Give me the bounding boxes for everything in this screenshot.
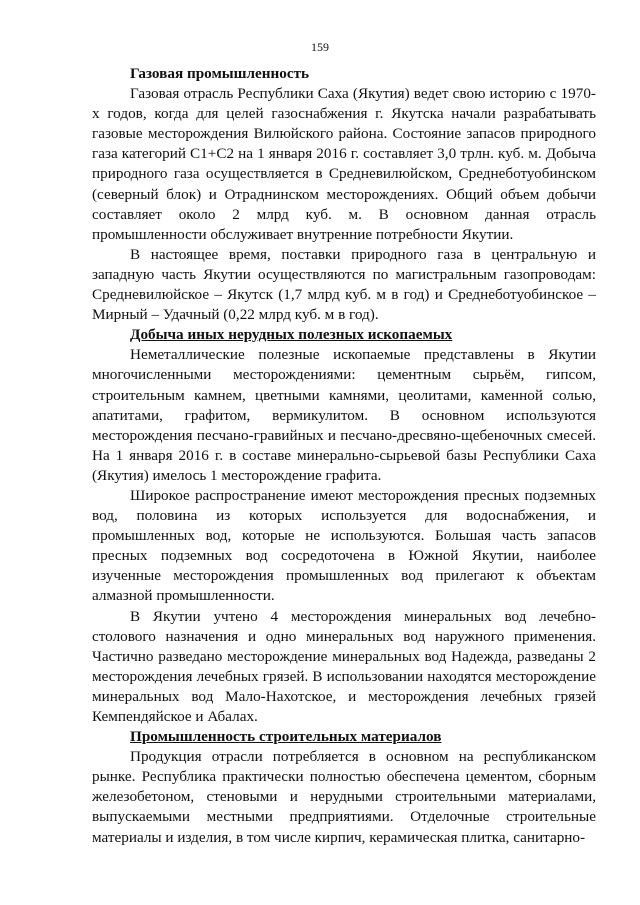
page-number: 159 [311, 40, 329, 54]
paragraph: В настоящее время, поставки природного газа в центральную и западную часть Якутии осуществляются по магистральным газопроводам: Средневилюйское – Якутск (1,7 млрд куб. м в год) и Среднеботуобинское – Мирный – Удачный (0,22 млрд куб. м в год). [92, 245, 596, 324]
paragraph: Продукция отрасли потребляется в основном на республиканском рынке. Республика практически полностью обеспечена цементом, сборным железобетоном, стеновыми и нерудными строительными материалами, выпускаемыми местными предприятиями. Отделочные строительные материалы и изделия, в том числе кирпич, керамическая плитка, санитарно- [92, 748, 596, 846]
section-heading-nonmetallic-minerals: Добыча иных нерудных полезных ископаемых [130, 326, 453, 344]
section-heading-gas-industry: Газовая промышленность [130, 65, 310, 82]
paragraph: Широкое распространение имеют месторождения пресных подземных вод, половина из которых используется для водоснабжения, и промышленных вод, которые не используются. Большая часть запасов пресных подземных вод сосредоточена в Южной Якутии, наиболее изученные месторождения промышленных вод прилегают к объектам алмазной промышленности. [92, 486, 596, 605]
section-heading-building-materials: Промышленность строительных материалов [130, 728, 442, 746]
paragraph: Неметаллические полезные ископаемые представлены в Якутии многочисленными месторождениями: цементным сырьём, гипсом, строительным камнем, цветными камнями, цеолитами, каменной солью, апатитами, графитом, вермикулитом. В основном используются месторождения песчано-гравийных и песчано-дресвяно-щебеночных смесей. На 1 января 2016 г. в составе минерально-сырьевой базы Республики Саха (Якутия) имелось 1 месторождение графита. [92, 346, 596, 484]
paragraph: В Якутии учтено 4 месторождения минеральных вод лечебно-столового назначения и одно минеральных вод наружного применения. Частично разведано месторождение минеральных вод Надежда, разведаны 2 месторождения лечебных грязей. В использовании находятся месторождение минеральных вод Мало-Нахотское, и месторождения лечебных грязей Кемпендяйское и Абалах. [92, 607, 596, 725]
paragraph: Газовая отрасль Республики Саха (Якутия) ведет свою историю с 1970-х годов, когда для целей газоснабжения г. Якутска начали разрабатывать газовые месторождения Вилюйского района. Состояние запасов природного газа категорий С1+С2 на 1 января 2016 г. составляет 3,0 трлн. куб. м. Добыча природного газа осуществляется в Средневилюйском, Среднеботуобинском (северный блок) и Отраднинском месторождениях. Общий объем добычи составляет около 2 млрд куб. м. В основном данная отрасль промышленности обслуживает внутренние потребности Якутии. [92, 85, 596, 243]
page-content [92, 64, 596, 848]
